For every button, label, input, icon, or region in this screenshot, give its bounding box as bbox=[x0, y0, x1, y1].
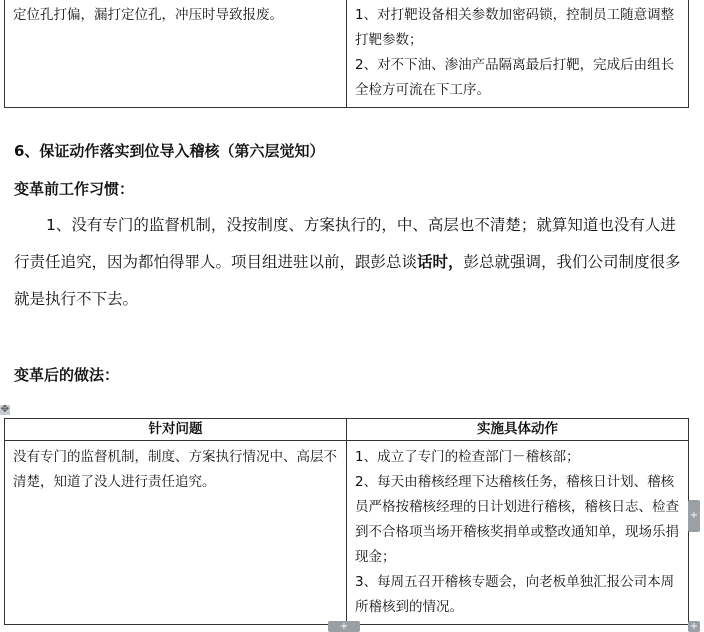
before-heading: 变革前工作习惯： bbox=[14, 180, 135, 198]
problem-text: 定位孔打偏，漏打定位孔，冲压时导致报废。 bbox=[13, 7, 283, 23]
problem-cell bbox=[5, 441, 347, 625]
section-title: 6、保证动作落实到位导入稽核（第六层觉知） bbox=[14, 142, 325, 160]
action-cell bbox=[347, 0, 689, 108]
table-row bbox=[5, 0, 689, 108]
table-row bbox=[5, 441, 689, 625]
table-header-row bbox=[5, 419, 689, 441]
column-header-action: 实施具体动作 bbox=[347, 419, 689, 441]
before-paragraph bbox=[14, 207, 686, 318]
problem-cell bbox=[5, 0, 347, 108]
action-item: 2、对不下油、渗油产品隔离最后打靶，完成后由组长全检方可流在下工序。 bbox=[355, 57, 675, 98]
action-item: 1、对打靶设备相关参数加密码锁，控制员工随意调整打靶参数； bbox=[355, 7, 675, 48]
add-row-icon[interactable]: + bbox=[689, 621, 699, 632]
action-item: 2、每天由稽核经理下达稽核任务，稽核日计划、稽核员严格按稽核经理的日计划进行稽核，稽核日志、检查到不合格项当场开稽核奖捐单或整改通知单，现场乐捐现金； bbox=[355, 474, 679, 565]
bottom-table bbox=[4, 418, 689, 625]
column-header-problem: 针对问题 bbox=[5, 419, 347, 441]
action-item: 1、成立了专门的检查部门－稽核部； bbox=[355, 449, 580, 465]
move-handle-icon[interactable]: ✥ bbox=[0, 404, 10, 415]
action-cell bbox=[347, 441, 689, 625]
add-column-icon[interactable]: + bbox=[688, 500, 700, 532]
action-item: 3、每周五召开稽核专题会，向老板单独汇报公司本周所稽核到的情况。 bbox=[355, 574, 675, 615]
paragraph-bold-text: 话时， bbox=[417, 253, 464, 271]
problem-text: 没有专门的监督机制，制度、方案执行情况中、高层不清楚，知道了没人进行责任追究。 bbox=[13, 449, 337, 490]
after-heading: 变革后的做法： bbox=[14, 366, 120, 384]
paragraph-text: 彭总就强调，我们公司制度很多就是执行不下去。 bbox=[14, 253, 681, 308]
paragraph-text: 1、没有专门的监督机制，没按制度、方案执行的，中、高层也不清楚；就算知道也没有人进行责任追究，因为都怕得罪人。项目组进驻以前，跟彭总谈 bbox=[14, 216, 676, 271]
top-table bbox=[4, 0, 689, 108]
add-row-icon[interactable]: + bbox=[328, 621, 360, 632]
